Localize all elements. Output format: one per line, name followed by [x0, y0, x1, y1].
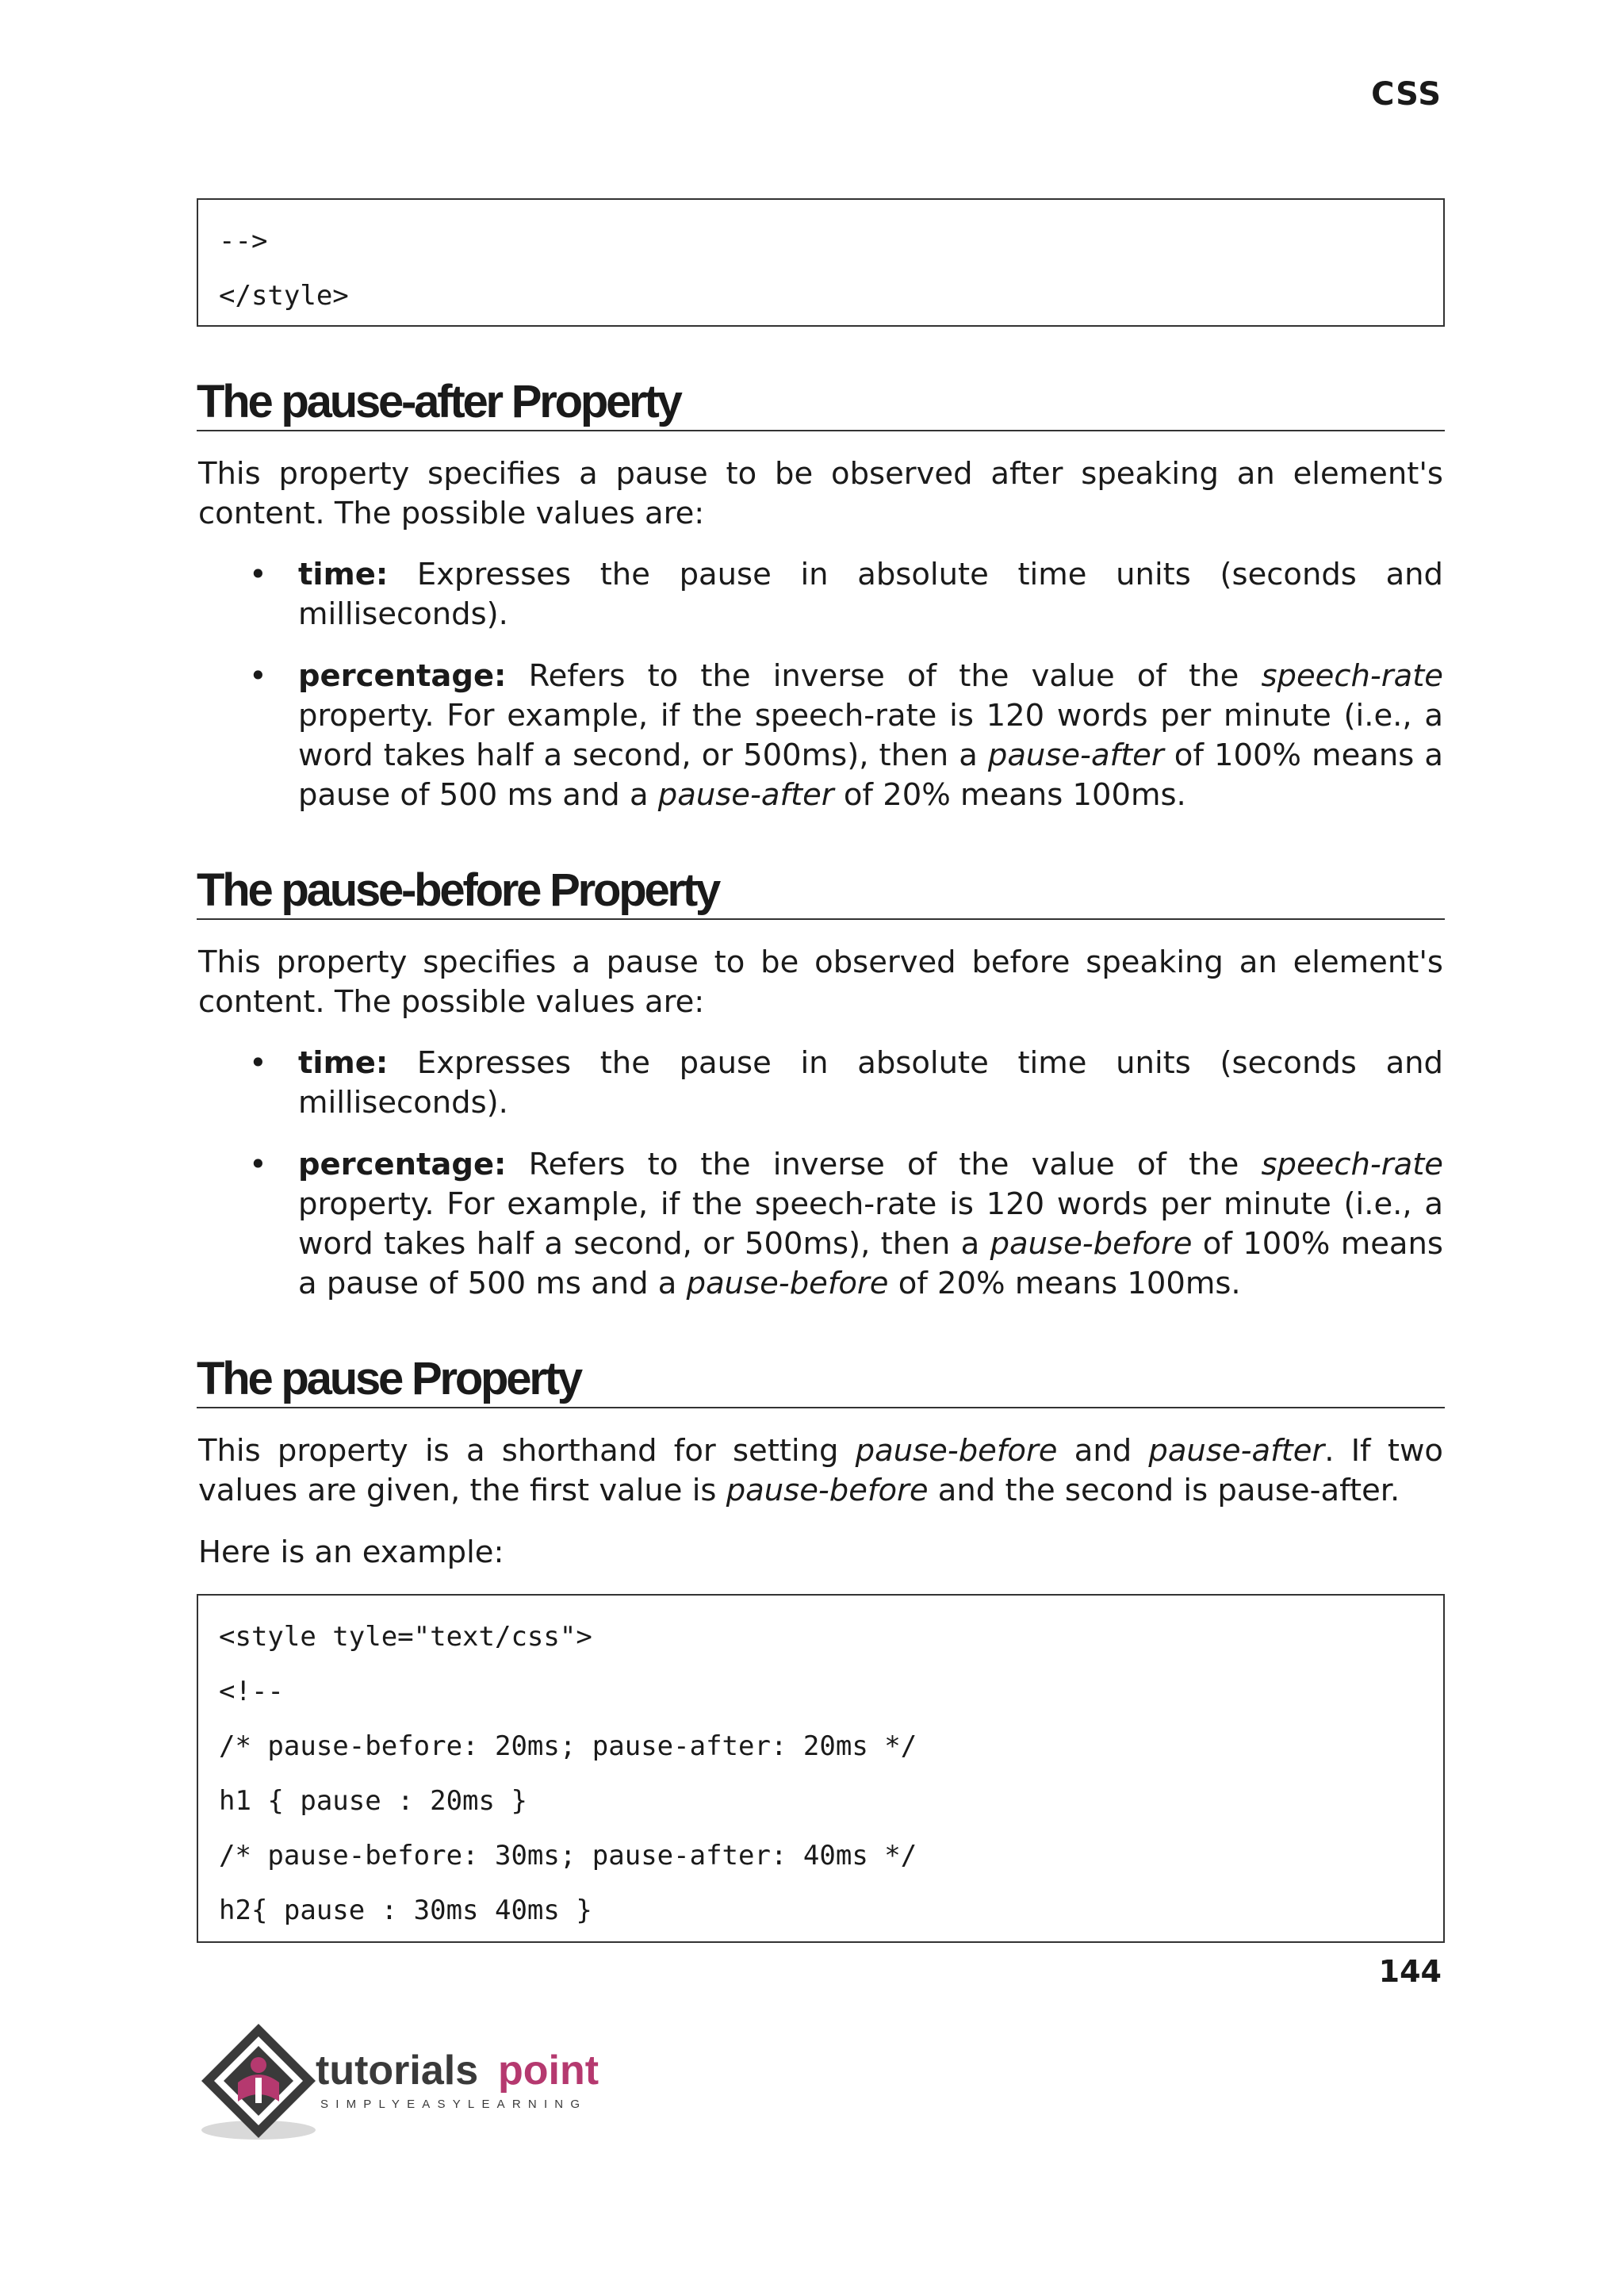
definition-text: property. For example, if the speech-rate is 120 words per minute (i.e., a word takes half a second, or 500ms), then a [298, 698, 1443, 773]
emphasis: pause-before [686, 1266, 889, 1301]
definition-text: of 100% means a pause of 500 ms and a [298, 1226, 1443, 1301]
emphasis: pause-before [990, 1226, 1193, 1262]
intro-text: . If two values are given, the first value is [198, 1433, 1443, 1508]
section-heading: The pause-after Property [197, 376, 1445, 431]
definition-text: property. For example, if the speech-rate is 120 words per minute (i.e., a word takes half a second, or 500ms), then a [298, 1186, 1443, 1262]
term: percentage: [298, 658, 507, 694]
code-line: h1 { pause : 20ms } [219, 1785, 527, 1817]
code-line: <style tyle="text/css"> [219, 1621, 592, 1653]
intro-text: and [1057, 1433, 1149, 1469]
code-line: <!-- [219, 1676, 284, 1707]
section-intro: This property specifies a pause to be observed before speaking an element's content. The possible values are: [198, 944, 1443, 1020]
code-block-top [197, 198, 1445, 327]
bullet-icon: • [249, 1147, 267, 1182]
section-heading: The pause-before Property [197, 864, 1445, 920]
definition: Expresses the pause in absolute time units (seconds and milliseconds). [298, 557, 1443, 632]
section-heading: The pause Property [197, 1353, 1445, 1408]
term: percentage: [298, 1147, 507, 1182]
logo-word-tutorials: tutorials [316, 2048, 479, 2094]
section-intro [198, 1431, 1443, 1511]
code-line: </style> [219, 280, 349, 312]
emphasis: pause-before [726, 1473, 929, 1508]
bullet-icon: • [249, 1045, 267, 1081]
running-header: CSS [1371, 76, 1442, 113]
code-line: /* pause-before: 30ms; pause-after: 40ms */ [219, 1840, 917, 1872]
bullet-icon: • [249, 658, 267, 694]
emphasis: pause-after [657, 777, 834, 813]
code-line: --> [219, 225, 268, 257]
definition: Expresses the pause in absolute time units (seconds and milliseconds). [298, 1045, 1443, 1121]
definition-text: of 20% means 100ms. [888, 1266, 1241, 1301]
logo-tagline: SIMPLYEASYLEARNING [320, 2098, 588, 2111]
definition-text: Refers to the inverse of the value of the [506, 658, 1262, 694]
emphasis: speech-rate [1261, 658, 1443, 694]
logo-mark-icon [197, 2019, 609, 2146]
definition-text: of 20% means 100ms. [833, 777, 1186, 813]
definition-text: Refers to the inverse of the value of the [506, 1147, 1262, 1182]
code-line: /* pause-before: 20ms; pause-after: 20ms */ [219, 1730, 917, 1762]
section-intro: This property specifies a pause to be observed after speaking an element's content. The possible values are: [198, 456, 1443, 531]
term: time: [298, 1045, 389, 1081]
page-number: 144 [1378, 1954, 1442, 1989]
emphasis: pause-before [855, 1433, 1058, 1469]
intro-text: This property is a shorthand for setting [198, 1433, 856, 1469]
list-item [249, 555, 1443, 634]
list-item [249, 657, 1443, 815]
intro-text: and the second is pause-after. [928, 1473, 1400, 1508]
emphasis: pause-after [987, 738, 1164, 773]
emphasis: speech-rate [1261, 1147, 1443, 1182]
example-label: Here is an example: [198, 1534, 504, 1570]
definition-text: of 100% means a pause of 500 ms and a [298, 738, 1443, 813]
code-block-example [197, 1594, 1445, 1943]
bullet-icon: • [249, 557, 267, 592]
code-line: h2{ pause : 30ms 40ms } [219, 1895, 592, 1926]
emphasis: pause-after [1148, 1433, 1325, 1469]
tutorialspoint-logo [197, 2019, 609, 2146]
list-item [249, 1044, 1443, 1123]
list-item [249, 1145, 1443, 1304]
term: time: [298, 557, 389, 592]
logo-word-point: point [498, 2048, 599, 2094]
